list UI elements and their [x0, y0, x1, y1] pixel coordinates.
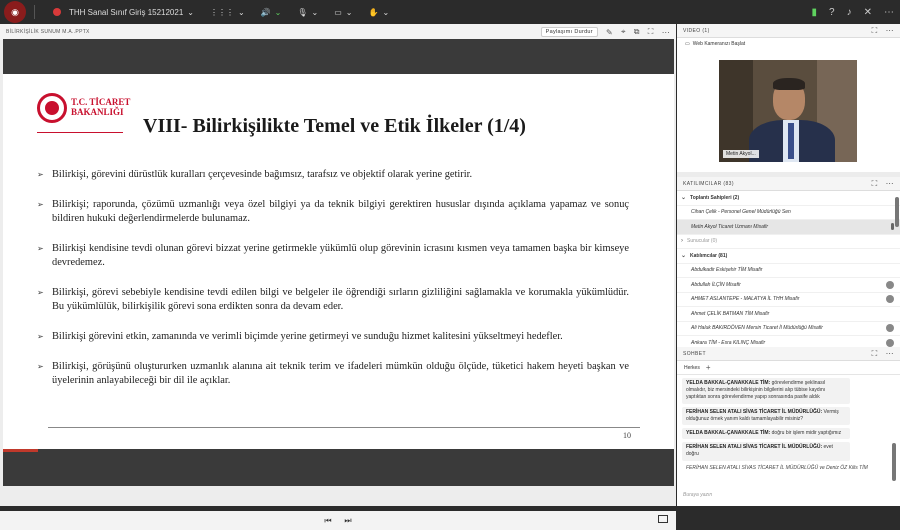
top-bar [0, 0, 900, 24]
chevron-down-icon: ⌄ [382, 7, 390, 17]
group-label: Katılımcılar (81) [690, 252, 728, 259]
participant-row[interactable] [677, 307, 900, 322]
participant-row[interactable] [677, 322, 900, 337]
logo-underline [37, 132, 123, 133]
fullscreen-icon[interactable]: ⛶ [871, 178, 878, 188]
microphone-icon: 🎙 [297, 7, 308, 17]
divider [34, 5, 35, 19]
participant-name: Ankara TİM - Esra KILINÇ Misafir [691, 339, 766, 346]
previous-slide-icon[interactable]: ⏮ [324, 515, 332, 525]
message-sender: YELDA BAKKAL-ÇANAKKALE TİM: [686, 430, 771, 437]
group-label: Toplantı Sahipleri (2) [690, 194, 740, 201]
share-pod-header [0, 24, 676, 40]
participants-pod [677, 177, 900, 367]
participant-row[interactable] [677, 220, 900, 235]
chevron-down-icon: ⌄ [311, 7, 319, 17]
recording-indicator-icon [53, 8, 61, 16]
chevron-down-icon: ⌄ [681, 253, 687, 260]
message-text: görevlendirme şeklinasıl olmalıdır, biz mersindeki bilirkişinin bilgilerini alıp tübise kaydını yaptıktan sonra görevlendirme yapıp sonrasında pasife aldık [686, 380, 826, 401]
participant-row[interactable] [677, 278, 900, 293]
tab-everyone[interactable]: Herkes [684, 364, 700, 371]
message-sender: FERİHAN SELEN ATALI SİVAS TİCARET İL MÜDÜRLÜĞÜ: [686, 444, 823, 451]
bullet-item: ➢ Bilirkişi, görüşünü oluştururken uzmanlık alanına ait teknik terim ve ifadeleri mümkün olduğu ölçüde, tüketici hakem heyeti başkan ve üyelerinin anlayabileceği bir dil ile açıklar. [37, 360, 629, 388]
chat-message [682, 428, 850, 439]
message-text: Vermiş olduğunuz örnek yanım kaldı tamamlayabilir misiniz? [686, 408, 839, 422]
chevron-down-icon: ⌄ [345, 7, 353, 17]
side-panel [677, 24, 900, 506]
bullet-item: ➢ Bilirkişi; raporunda, çözümü uzmanlığı veya özel bilgiyi ya da teknik bilgiyi gerektiren hususlar dışında açıklama yapamaz ve sonuç bildiren hukuki değerlendirmelerde bulunamaz. [37, 198, 629, 226]
grid-icon: ⋮⋮⋮ [209, 7, 234, 17]
message-sender: YELDA BAKKAL-ÇANAKKALE TİM: [686, 380, 771, 386]
chat-tabs [677, 361, 900, 375]
speaker-icon: 🔊 [260, 7, 271, 17]
message-sender: FERİHAN SELEN ATALI SİVAS TİCARET İL MÜDÜRLÜĞÜ: [686, 408, 823, 415]
mic-menu[interactable] [297, 8, 318, 17]
chat-message [682, 378, 850, 404]
start-webcam-label: Web Kameranızı Başlat [692, 41, 746, 47]
bullet-list [37, 168, 629, 388]
chat-pod [677, 347, 900, 506]
chat-messages [682, 378, 887, 488]
chevron-down-icon: ⌄ [274, 7, 282, 17]
chevron-down-icon: ⌄ [237, 7, 245, 17]
participant-name: AHMET ASLANTEPE - MALATYA İL THH Misafir [691, 296, 800, 303]
chat-title: SOHBET [683, 350, 706, 357]
participant-row[interactable] [677, 293, 900, 308]
meeting-title-menu[interactable] [69, 8, 194, 17]
chat-input[interactable]: Buraya yazın [683, 492, 713, 498]
slide-bottom-band [3, 449, 674, 486]
notification-icon[interactable]: ♪ [846, 6, 852, 18]
participant-name: Ahmet ÇELİK BATMAN TİM Misafir [691, 310, 770, 317]
bullet-item: ➢ Bilirkişi, görevi sebebiyle kendisine tevdi edilen bilgi ve belgeler ile öğrendiği sırların gizliliğini sağlamakla ve korumakla yükümlüdür. Bu yükümlülük, bilirkişilik görevi sona erdikten sonra da devam eder. [37, 286, 629, 314]
chat-message [682, 407, 850, 425]
camera-icon: ▭ [334, 7, 342, 17]
pointer-icon[interactable]: ⌖ [620, 27, 626, 36]
stop-sharing-button[interactable]: Paylaşımı Durdur [541, 27, 598, 37]
chevron-down-icon: ⌄ [187, 7, 194, 17]
layouts-menu[interactable] [210, 8, 245, 17]
participant-name: Abdulkadir Eskişehir TİM Misafir [691, 267, 763, 274]
slide-page-number: 10 [623, 431, 631, 440]
status-icon [886, 339, 894, 347]
status-icon [886, 295, 894, 303]
message-text: evet doğru [686, 444, 833, 458]
bullet-item: ➢ Bilirkişi kendisine tevdi olunan görevi bizzat yerine getirmekle yükümlü olup görevinin icrasını kısmen veya tamamen başka bir kimseye devredemez. [37, 242, 629, 270]
more-icon[interactable]: ⋯ [885, 25, 894, 35]
next-slide-icon[interactable]: ⏭ [344, 515, 352, 525]
participant-row[interactable] [677, 206, 900, 221]
video-name-tag: Metin Akyol... [723, 150, 759, 158]
webcam-icon: ▭ [685, 41, 690, 47]
participant-name: Cihan Çelik - Personel Genel Müdürlüğü Sen [691, 209, 791, 216]
more-icon[interactable]: ⋯ [885, 178, 894, 188]
slide-title: VIII- Bilirkişilikte Temel ve Etik İlkeler (1/4) [143, 115, 526, 137]
bullet-item: ➢ Bilirkişi, görevini dürüstlük kuralları çerçevesinde bağımsız, tarafsız ve objektif olarak yerine getirir. [37, 168, 629, 182]
slide-footer-line [48, 427, 640, 428]
bookshelf [719, 60, 753, 162]
app-logo-icon[interactable]: ◉ [4, 1, 26, 23]
group-presenters[interactable] [677, 235, 900, 250]
chat-header [677, 347, 900, 361]
add-tab-icon[interactable]: + [705, 363, 711, 372]
slide-top-band [3, 39, 674, 74]
group-attendees[interactable] [677, 249, 900, 264]
group-label: Sunucular (0) [687, 238, 718, 245]
help-icon[interactable]: ? [829, 6, 835, 18]
person-hair [773, 78, 805, 90]
participants-scrollbar[interactable] [895, 197, 899, 227]
share-pod [0, 24, 676, 525]
participants-count: KATILIMCILAR (83) [683, 180, 734, 187]
chevron-down-icon: ⌄ [681, 195, 687, 202]
fullscreen-icon[interactable]: ⛶ [871, 25, 878, 35]
speaker-menu[interactable] [261, 8, 282, 17]
chat-message [682, 442, 850, 460]
video-feed [719, 60, 857, 162]
status-icon [886, 281, 894, 289]
video-pod-header [677, 24, 900, 38]
participant-name: Abdullah İLÇİN Misafir [691, 281, 741, 288]
slide [3, 39, 674, 484]
hand-icon: ✋ [368, 7, 379, 17]
meeting-title: THH Sanal Sınıf Giriş 15212021 [69, 7, 184, 17]
start-webcam-button[interactable] [685, 41, 745, 47]
settings-icon[interactable]: ✕ [863, 6, 872, 18]
participant-row[interactable] [677, 264, 900, 279]
file-title: BİLİRKİŞİLİK SUNUM M.A..PPTX [6, 29, 90, 35]
more-icon[interactable]: ⋯ [661, 27, 670, 37]
sidebar-toggle-icon[interactable] [658, 515, 668, 523]
person-tie [788, 123, 794, 159]
pen-icon[interactable]: ✎ [605, 27, 613, 37]
chat-scrollbar[interactable] [892, 443, 896, 481]
slide-accent [3, 449, 38, 452]
fullscreen-icon[interactable]: ⛶ [647, 27, 654, 36]
fullscreen-icon[interactable]: ⛶ [871, 348, 878, 358]
participant-name: Ali Haluk BAKIRDÖVEN Mersin Ticaret İl Müdürlüğü Misafir [691, 325, 823, 332]
bullet-item: ➢ Bilirkişi görevini etkin, zamanında ve verimli biçimde yerine getirmeyi ve sunduğu hizmet kalitesini yükseltmeyi hedefler. [37, 330, 629, 344]
raise-hand-menu[interactable] [368, 8, 389, 17]
more-icon[interactable]: ⋯ [884, 6, 894, 18]
camera-menu[interactable] [334, 8, 352, 17]
microphone-icon [891, 223, 894, 230]
ministry-logo-icon [37, 93, 67, 123]
ministry-logo-text [71, 97, 130, 117]
status-icon [886, 324, 894, 332]
typing-indicator: FERİHAN SELEN ATALI SİVAS TİCARET İL MÜDÜRLÜĞÜ ve Deniz ÖZ Kilis TİM [686, 464, 868, 471]
chevron-right-icon: › [681, 238, 683, 245]
group-hosts[interactable] [677, 191, 900, 206]
logo-line-1: T.C. TİCARET [71, 97, 131, 107]
sync-icon[interactable]: ⧉ [633, 27, 640, 36]
participants-header [677, 177, 900, 191]
signal-icon[interactable]: ▮ [811, 6, 818, 18]
video-header: VIDEO (1) [683, 27, 710, 34]
video-pod [677, 24, 900, 172]
message-text: doğru bir işlem midir yaptığımız [771, 430, 842, 437]
participant-name: Metin Akyol Ticaret Uzmanı Misafir [691, 223, 769, 230]
logo-line-2: BAKANLIĞI [71, 107, 124, 117]
more-icon[interactable]: ⋯ [885, 348, 894, 358]
slide-navigation [0, 511, 676, 530]
